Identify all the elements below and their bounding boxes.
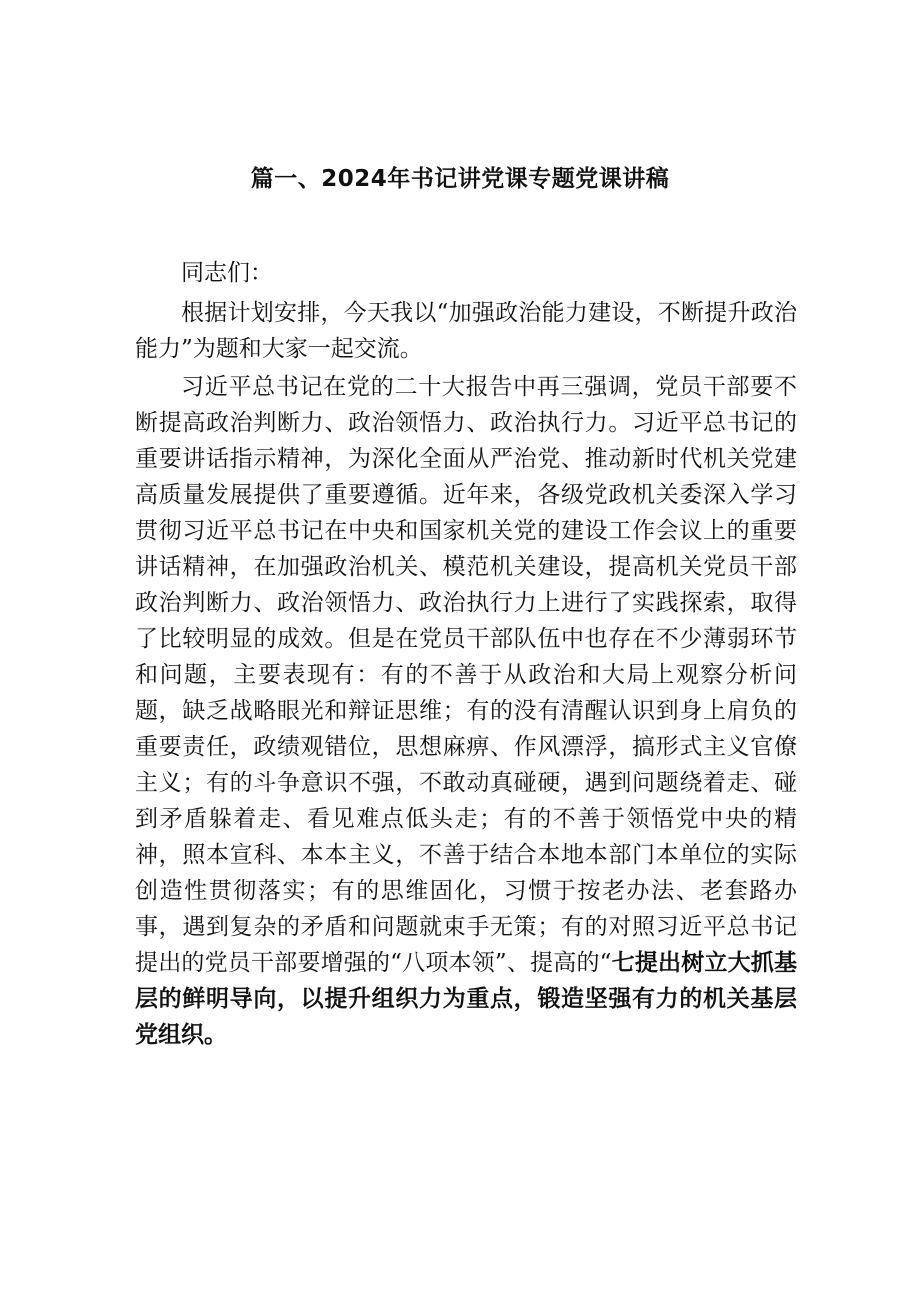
salutation: 同志们： <box>181 260 273 286</box>
paragraph-main <box>135 369 797 1053</box>
paragraph-main-text: 习近平总书记在党的二十大报告中再三强调，党员干部要不断提高政治判断力、政治领悟力、政治执行力。习近平总书记的重要讲话指示精神，为深化全面从严治党、推动新时代机关党建高质量发展提供了重要遵循。近年来，各级党政机关委深入学习贯彻习近平总书记在中央和国家机关党的建设工作会议上的重要讲话精神，在加强政治机关、模范机关建设，提高机关党员干部政治判断力、政治领悟力、政治执行力上进行了实践探索，取得了比较明显的成效。但是在党员干部队伍中也存在不少薄弱环节和问题，主要表现有：有的不善于从政治和大局上观察分析问题，缺乏战略眼光和辩证思维；有的没有清醒认识到身上肩负的重要责任，政绩观错位，思想麻痹、作风漂浮，搞形式主义官僚主义；有的斗争意识不强，不敢动真碰硬，遇到问题绕着走、碰到矛盾躲着走、看见难点低头走；有的不善于领悟党中央的精神，照本宣科、本本主义，不善于结合本地本部门本单位的实际创造性贯彻落实；有的思维固化，习惯于按老办法、老套路办事，遇到复杂的矛盾和问题就束手无策；有的对照习近平总书记提出的党员干部要增强的“八项本领”、提高的“ <box>135 374 797 976</box>
paragraph-main-tail: 七提出树立大抓基层的鲜明导向，以提升组织力为重点，锻造坚强有力的机关基层党组织。 <box>135 950 797 1048</box>
document-body <box>135 255 797 1053</box>
paragraph-intro: 根据计划安排，今天我以“加强政治能力建设，不断提升政治能力”为题和大家一起交流。 <box>135 300 797 362</box>
document-title: 篇一、2024年书记讲党课专题党课讲稿 <box>250 166 670 192</box>
